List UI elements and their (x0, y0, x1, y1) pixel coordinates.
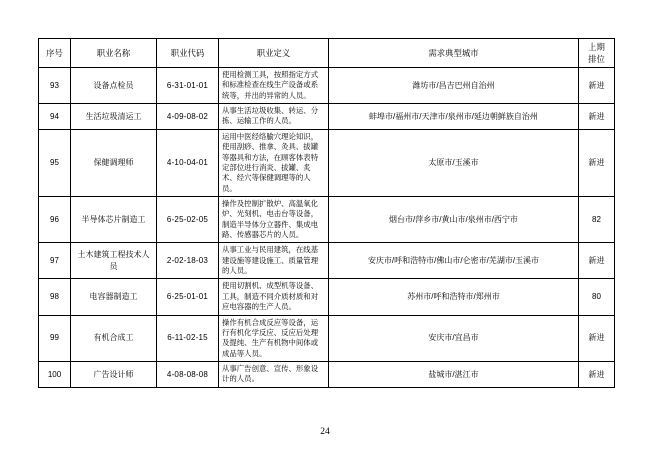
cell-rank: 82 (579, 196, 615, 242)
cell-no: 95 (39, 129, 71, 196)
column-header-rank-line2: 排位 (588, 54, 605, 64)
cell-code: 4-09-08-02 (157, 104, 219, 130)
cell-name: 设备点检员 (71, 68, 157, 104)
column-header-cities: 需求典型城市 (329, 39, 579, 68)
table-row (39, 129, 615, 196)
cell-no: 93 (39, 68, 71, 104)
cell-name: 保健调理师 (71, 129, 157, 196)
cell-code: 2-02-18-03 (157, 243, 219, 279)
table-row (39, 243, 615, 279)
page-number: 24 (320, 427, 330, 437)
column-header-rank (579, 39, 615, 68)
cell-code: 6-11-02-15 (157, 315, 219, 361)
table-row (39, 68, 615, 104)
cell-name: 电容器制造工 (71, 279, 157, 315)
cell-code: 6-31-01-01 (157, 68, 219, 104)
cell-definition: 从事生活垃圾收集、转运、分拣、运输工作的人员。 (219, 104, 329, 130)
cell-cities: 烟台市/萍乡市/黄山市/泉州市/西宁市 (329, 196, 579, 242)
cell-definition: 使用切割机、成型机等设备、工具，制造不同介质材质和对应电容器的生产人员。 (219, 279, 329, 315)
cell-rank: 新进 (579, 104, 615, 130)
cell-code: 4-08-08-08 (157, 361, 219, 387)
cell-no: 96 (39, 196, 71, 242)
cell-definition: 从事工业与民用建筑，在线基建设施等建设施工、质量管理的人员。 (219, 243, 329, 279)
cell-cities: 安庆市/呼和浩特市/佛山市/仑密市/芜湖市/玉溪市 (329, 243, 579, 279)
cell-name: 半导体芯片制造工 (71, 196, 157, 242)
table-row (39, 315, 615, 361)
cell-cities: 潍坊市/昌吉巴州自治州 (329, 68, 579, 104)
cell-rank: 新进 (579, 243, 615, 279)
table-header-row (39, 39, 615, 68)
cell-no: 100 (39, 361, 71, 387)
cell-definition: 操作及控制扩散炉、高温氧化炉、光刻机、电击台等设备，制造半导体分立器件、集成电路、传感器芯片的人员。 (219, 196, 329, 242)
cell-no: 99 (39, 315, 71, 361)
occupation-table (38, 38, 615, 388)
column-header-no: 序号 (39, 39, 71, 68)
cell-no: 94 (39, 104, 71, 130)
cell-definition: 使用检测工具，按照指定方式和标准检查在线生产设备或系统等，并出的异常的人员。 (219, 68, 329, 104)
cell-name: 广告设计师 (71, 361, 157, 387)
cell-definition: 运用中医经络腧穴理论知识，使用刮痧、推拿、灸具、拔罐等器具和方法，在顾客体表特定部位进行消炎、拔罐、炙术、经穴等保健调理等的人员。 (219, 129, 329, 196)
cell-no: 97 (39, 243, 71, 279)
cell-name: 生活垃圾清运工 (71, 104, 157, 130)
cell-cities: 蚌埠市/福州市/天津市/泉州市/延边朝鲜族自治州 (329, 104, 579, 130)
table-body (39, 68, 615, 388)
column-header-name: 职业名称 (71, 39, 157, 68)
cell-rank: 新进 (579, 315, 615, 361)
cell-name: 有机合成工 (71, 315, 157, 361)
cell-cities: 苏州市/呼和浩特市/郑州市 (329, 279, 579, 315)
cell-rank: 80 (579, 279, 615, 315)
cell-rank: 新进 (579, 129, 615, 196)
cell-code: 6-25-01-01 (157, 279, 219, 315)
cell-rank: 新进 (579, 361, 615, 387)
cell-cities: 盐城市/湛江市 (329, 361, 579, 387)
column-header-definition: 职业定义 (219, 39, 329, 68)
cell-cities: 安庆市/宜昌市 (329, 315, 579, 361)
cell-code: 6-25-02-05 (157, 196, 219, 242)
table-row (39, 279, 615, 315)
table-row (39, 361, 615, 387)
cell-name: 土木建筑工程技术人员 (71, 243, 157, 279)
occupation-table-wrapper (38, 38, 614, 388)
cell-definition: 操作有机合成反应等设备，运行有机化学反应、反应后处理及提纯、生产有机物中间体或成品等人员。 (219, 315, 329, 361)
cell-rank: 新进 (579, 68, 615, 104)
cell-definition: 从事广告创意、宣传、形象设计的人员。 (219, 361, 329, 387)
table-row (39, 196, 615, 242)
column-header-code: 职业代码 (157, 39, 219, 68)
cell-no: 98 (39, 279, 71, 315)
column-header-rank-line1: 上期 (588, 41, 605, 52)
cell-cities: 太原市/玉溪市 (329, 129, 579, 196)
table-row (39, 104, 615, 130)
table-header (39, 39, 615, 68)
cell-code: 4-10-04-01 (157, 129, 219, 196)
